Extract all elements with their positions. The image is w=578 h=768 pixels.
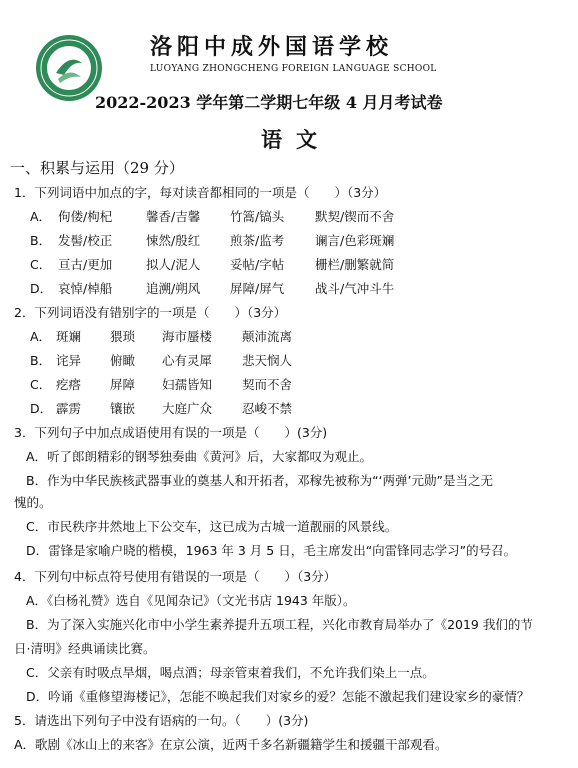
option-cell: 海市蜃楼 [162, 329, 213, 344]
option-label: C． [30, 377, 52, 392]
option-label: C． [30, 257, 52, 272]
exam-title: 2022-2023 学年第二学期七年级 4 月月考试卷 [95, 93, 443, 112]
q5-option-a: A．歌剧《冰山上的来客》在京公演，近两千多名新疆籍学生和援疆干部观看。 [14, 737, 448, 752]
option-cell: 悲天悯人 [242, 353, 293, 368]
school-name-en: LUOYANG ZHONGCHENG FOREIGN LANGUAGE SCHOOL [150, 64, 437, 74]
option-cell: 妥帖/字帖 [230, 257, 285, 272]
q2-option-b [30, 351, 293, 371]
q4-stem: 4．下列句中标点符号使用有错误的一项是（ ）（3分） [14, 569, 337, 584]
q3-stem: 3．下列句子中加点成语使用有误的一项是（ ）(3分) [14, 425, 328, 440]
option-cell: 发髻/校正 [58, 233, 113, 248]
q1-option-d [30, 279, 395, 299]
option-cell: 大庭广众 [162, 401, 213, 416]
option-cell: 心有灵犀 [162, 353, 213, 368]
option-cell: 亘古/更加 [58, 257, 113, 272]
option-cell: 颠沛流离 [242, 329, 293, 344]
subject-title: 语文 [261, 127, 331, 152]
school-name-cn: 洛阳中成外国语学校 [150, 34, 394, 60]
q4-option-d: D．吟诵《重修望海楼记》，怎能不唤起我们对家乡的爱？怎能不激起我们建设家乡的豪情？ [26, 689, 530, 704]
option-label: B． [30, 353, 52, 368]
option-cell: 馨香/吉馨 [146, 209, 201, 224]
q4-option-b: B．为了深入实施兴化市中小学生素养提升五项工程，兴化市教育局举办了《2019 我们的节 [26, 617, 533, 632]
option-cell: 忍峻不禁 [242, 401, 293, 416]
option-cell: 谰言/色彩斑斓 [315, 233, 395, 248]
option-cell: 疙瘩 [56, 377, 82, 392]
option-cell: 镶嵌 [110, 401, 136, 416]
option-cell: 煎茶/监考 [230, 233, 285, 248]
q2-option-d [30, 399, 293, 419]
option-cell: 屏障/屏气 [230, 281, 285, 296]
q4-option-c: C．父亲有时吸点旱烟，喝点酒；母亲管束着我们，不允许我们染上一点。 [26, 665, 435, 680]
school-logo-icon [34, 33, 104, 103]
q2-stem: 2．下列词语没有错别字的一项是（ ）（3分） [14, 305, 287, 320]
option-label: A． [30, 329, 52, 344]
option-cell: 默契/锲而不舍 [315, 209, 395, 224]
q4-option-a: A．《白杨礼赞》选自《见闻杂记》（文光书店 1943 年版）。 [26, 593, 356, 608]
option-cell: 拟人/泥人 [146, 257, 201, 272]
option-cell: 契而不舍 [242, 377, 293, 392]
option-cell: 战斗/气冲斗牛 [315, 281, 395, 296]
option-cell: 佝偻/枸杞 [58, 209, 113, 224]
q5-stem: 5．请选出下列句子中没有语病的一句。（ ）(3分) [14, 713, 309, 728]
option-cell: 哀悼/棹船 [58, 281, 113, 296]
section-heading: 一、积累与运用（29 分） [10, 159, 184, 177]
option-label: D． [30, 281, 53, 296]
q2-option-c [30, 375, 293, 395]
option-cell: 俯瞰 [110, 353, 136, 368]
q3-option-a: A．听了郎朗精彩的钢琴独奏曲《黄河》后，大家都叹为观止。 [26, 449, 373, 464]
q1-option-c [30, 255, 395, 275]
q3-option-d: D．雷锋是家喻户晓的楷模，1963 年 3 月 5 日，毛主席发出“向雷锋同志学习”的号召。 [26, 543, 517, 558]
option-cell: 竹篙/镐头 [230, 209, 285, 224]
option-label: D． [30, 401, 53, 416]
q1-stem: 1．下列词语中加点的字，每对读音都相同的一项是（ ）（3分） [14, 185, 387, 200]
q2-option-a [30, 327, 293, 347]
option-cell: 屏障 [110, 377, 136, 392]
option-cell: 追溯/朔风 [146, 281, 201, 296]
option-cell: 悚然/殷红 [146, 233, 201, 248]
q3-option-c: C．市民秩序井然地上下公交车，这已成为古城一道靓丽的风景线。 [26, 519, 398, 534]
q1-option-b [30, 231, 395, 251]
option-cell: 栅栏/删繁就简 [315, 257, 395, 272]
option-label: A． [30, 209, 52, 224]
q3-option-b: B．作为中华民族核武器事业的奠基人和开拓者，邓稼先被称为“‘两弹’元勋”是当之无 [26, 473, 493, 488]
q1-option-a [30, 207, 395, 227]
q3-option-b-cont: 愧的。 [14, 495, 52, 510]
option-cell: 妇孺皆知 [162, 377, 213, 392]
option-cell: 猥琐 [110, 329, 136, 344]
option-cell: 斑斓 [56, 329, 82, 344]
option-cell: 霹雳 [56, 401, 82, 416]
q4-option-b-cont: 日·清明》经典诵读比赛。 [14, 641, 156, 656]
option-cell: 诧异 [56, 353, 82, 368]
option-label: B． [30, 233, 52, 248]
